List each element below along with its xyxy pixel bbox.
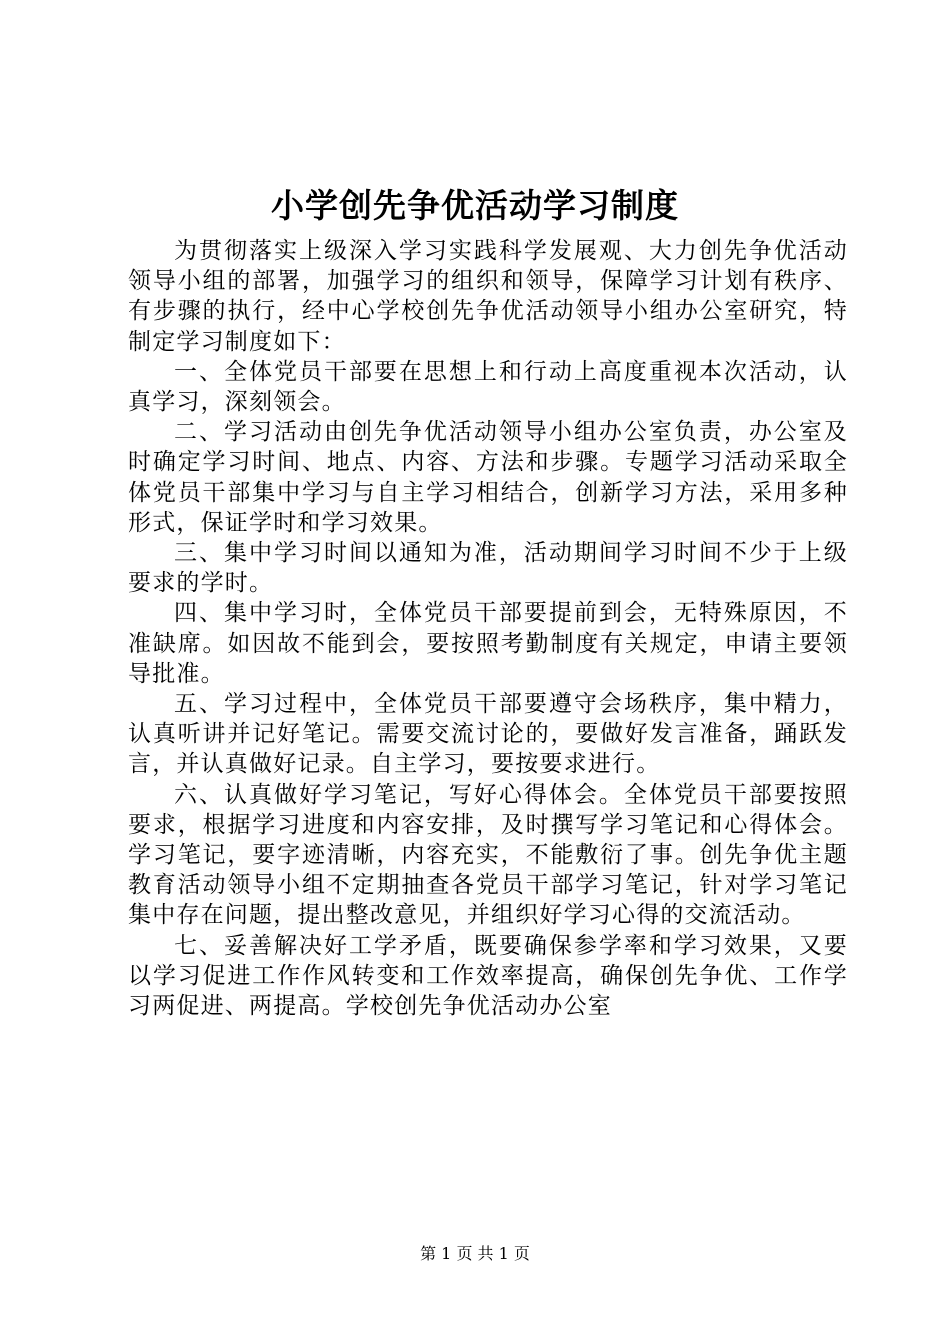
intro-paragraph: 为贯彻落实上级深入学习实践科学发展观、大力创先争优活动领导小组的部署，加强学习的组织和领导，保障学习计划有秩序、有步骤的执行，经中心学校创先争优活动领导小组办公室研究，特制定学习制度如下： xyxy=(128,238,848,355)
rule-paragraph-7: 七、妥善解决好工学矛盾，既要确保参学率和学习效果，又要以学习促进工作作风转变和工作效率提高，确保创先争优、工作学习两促进、两提高。学校创先争优活动办公室 xyxy=(128,932,848,1020)
rule-paragraph-5: 五、学习过程中，全体党员干部要遵守会场秩序，集中精力，认真听讲并记好笔记。需要交流讨论的，要做好发言准备，踊跃发言，并认真做好记录。自主学习，要按要求进行。 xyxy=(128,691,848,778)
document-title: 小学创先争优活动学习制度 xyxy=(271,186,679,225)
rule-paragraph-1: 一、全体党员干部要在思想上和行动上高度重视本次活动，认真学习，深刻领会。 xyxy=(128,358,848,416)
page-number-footer: 第 1 页 共 1 页 xyxy=(420,1244,530,1263)
rule-paragraph-6: 六、认真做好学习笔记，写好心得体会。全体党员干部要按照要求，根据学习进度和内容安排，及时撰写学习笔记和心得体会。学习笔记，要字迹清晰，内容充实，不能敷衍了事。创先争优主题教育活动领导小组不定期抽查各党员干部学习笔记，针对学习笔记集中存在问题，提出整改意见，并组织好学习心得的交流活动。 xyxy=(128,781,848,929)
document-body xyxy=(128,236,848,1021)
rule-paragraph-4: 四、集中学习时，全体党员干部要提前到会，无特殊原因，不准缺席。如因故不能到会，要按照考勤制度有关规定，申请主要领导批准。 xyxy=(128,600,848,687)
rule-paragraph-3: 三、集中学习时间以通知为准，活动期间学习时间不少于上级要求的学时。 xyxy=(128,540,848,597)
rule-paragraph-2: 二、学习活动由创先争优活动领导小组办公室负责，办公室及时确定学习时间、地点、内容、方法和步骤。专题学习活动采取全体党员干部集中学习与自主学习相结合，创新学习方法，采用多种形式，保证学时和学习效果。 xyxy=(128,419,848,536)
